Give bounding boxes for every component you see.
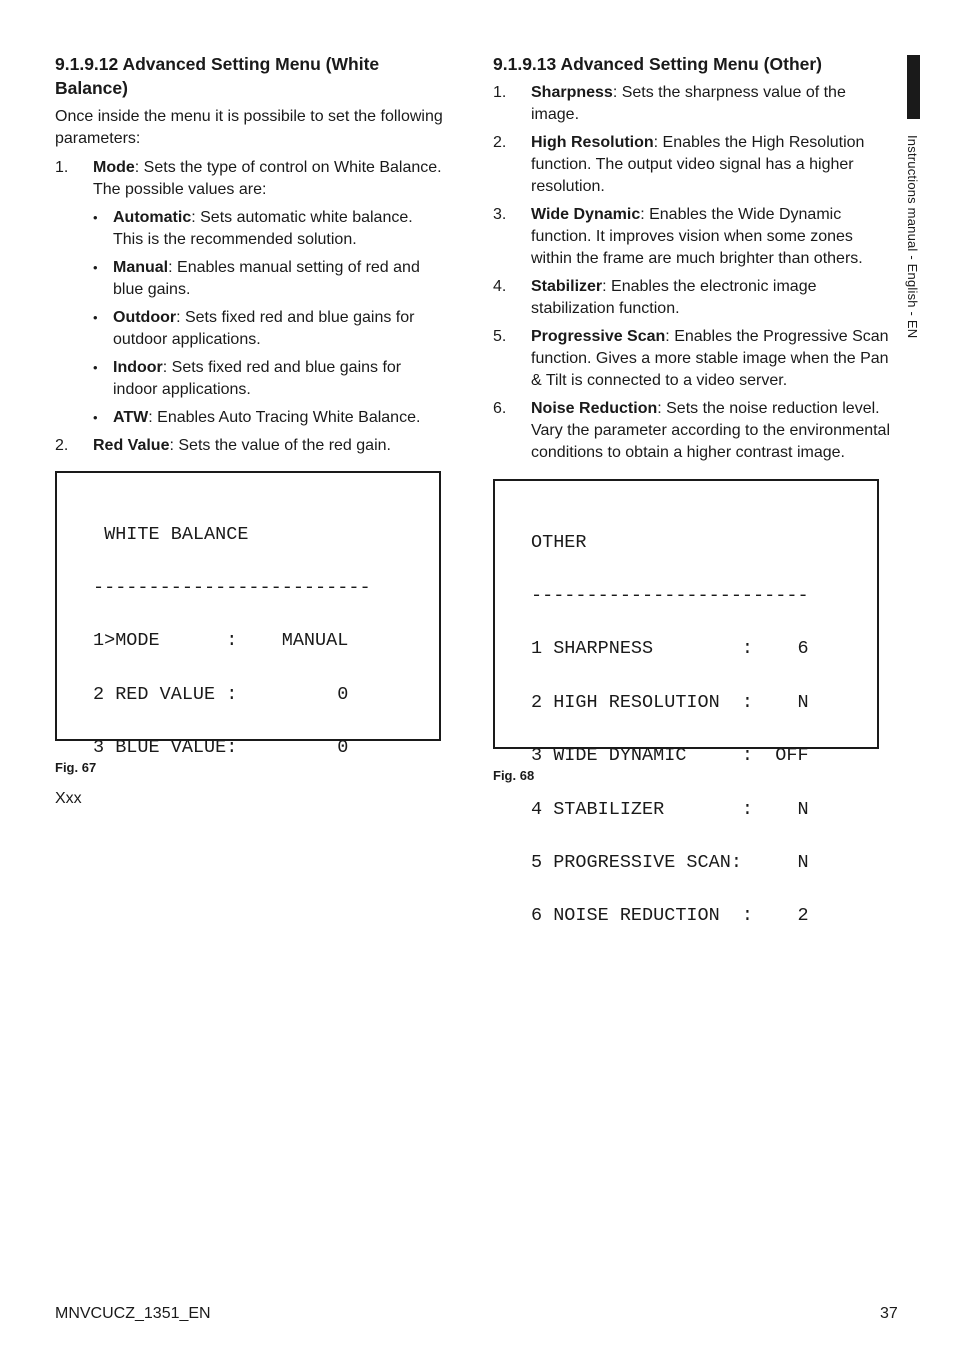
item-text: : Enables the electronic image stabilization function. [531, 278, 817, 317]
osd-line: 3 WIDE DYNAMIC : OFF [531, 745, 809, 767]
list-item [55, 157, 447, 429]
bullet-item [93, 307, 447, 351]
left-column [55, 52, 447, 809]
item-text: : Sets the sharpness value of the image. [531, 84, 846, 123]
item-term: Sharpness [531, 84, 613, 101]
bullet-text: : Sets fixed red and blue gains for indoor applications. [113, 359, 402, 398]
item-term: Wide Dynamic [531, 206, 641, 223]
side-running-title: Instructions manual - English - EN [905, 135, 920, 339]
section-heading-other: 9.1.9.13 Advanced Setting Menu (Other) [493, 54, 823, 74]
white-balance-parameter-list [55, 157, 447, 457]
footer-doc-code: MNVCUCZ_1351_EN [55, 1305, 211, 1322]
right-column [493, 52, 898, 927]
item-term: Stabilizer [531, 278, 603, 295]
osd-line: 3 BLUE VALUE: 0 [93, 737, 349, 759]
item-text: : Sets the type of control on White Balance. The possible values are: [93, 159, 442, 198]
item-term: High Resolution [531, 134, 654, 151]
item-text: : Enables the Progressive Scan function. Gives a more stable image when the Pan & Tilt is connected to a video server. [531, 328, 889, 389]
bullet-term: Automatic [113, 209, 192, 226]
osd-line: 4 STABILIZER : N [531, 798, 809, 820]
side-tab-marker [907, 55, 920, 119]
bullet-term: Outdoor [113, 309, 177, 326]
osd-line: 6 NOISE REDUCTION : 2 [531, 905, 809, 927]
bullet-item [93, 357, 447, 401]
item-term: Noise Reduction [531, 400, 658, 417]
list-item [493, 326, 898, 392]
placeholder-text: Xxx [55, 790, 82, 807]
footer-page-number: 37 [880, 1305, 898, 1322]
bullet-text: : Enables Auto Tracing White Balance. [148, 409, 421, 426]
bullet-item [93, 407, 447, 429]
figure-caption: Fig. 67 [55, 760, 97, 775]
bullet-icon: • [93, 210, 98, 225]
list-item [493, 398, 898, 464]
osd-line: WHITE BALANCE [93, 523, 249, 545]
osd-line: 1 SHARPNESS : 6 [531, 638, 809, 660]
osd-line: 5 PROGRESSIVE SCAN: N [531, 851, 809, 873]
item-term: Progressive Scan [531, 328, 666, 345]
item-number: 6. [493, 400, 507, 417]
other-parameter-list [493, 82, 898, 464]
osd-white-balance-menu [55, 471, 441, 759]
item-term: Mode [93, 159, 135, 176]
osd-line: ------------------------- [531, 584, 809, 606]
list-item [493, 204, 898, 270]
item-number: 2. [55, 437, 69, 454]
item-number: 3. [493, 206, 507, 223]
bullet-text: : Sets fixed red and blue gains for outdoor applications. [113, 309, 415, 348]
item-text: : Enables the High Resolution function. The output video signal has a higher resolution. [531, 134, 865, 195]
osd-line: OTHER [531, 531, 587, 553]
bullet-text: : Enables manual setting of red and blue gains. [113, 259, 420, 298]
intro-paragraph: Once inside the menu it is possibile to set the following parameters: [55, 108, 443, 147]
bullet-icon: • [93, 360, 98, 375]
list-item [493, 276, 898, 320]
bullet-term: Manual [113, 259, 169, 276]
bullet-icon: • [93, 260, 98, 275]
bullet-icon: • [93, 410, 98, 425]
bullet-term: Indoor [113, 359, 163, 376]
item-term: Red Value [93, 437, 170, 454]
section-heading-white-balance: 9.1.9.12 Advanced Setting Menu (White Balance) [55, 54, 380, 98]
osd-line: 2 HIGH RESOLUTION : N [531, 691, 809, 713]
osd-line: 1>MODE : MANUAL [93, 630, 349, 652]
bullet-term: ATW [113, 409, 149, 426]
list-item [493, 132, 898, 198]
item-number: 2. [493, 134, 507, 151]
list-item [55, 435, 447, 457]
osd-line: 2 RED VALUE : 0 [93, 683, 349, 705]
list-item [493, 82, 898, 126]
bullet-item [93, 257, 447, 301]
mode-values-list [93, 207, 447, 429]
item-text: : Sets the noise reduction level. Vary the parameter according to the environmental conditions to obtain a higher contrast image. [531, 400, 891, 461]
bullet-text: : Sets automatic white balance. This is the recommended solution. [113, 209, 413, 248]
item-number: 5. [493, 328, 507, 345]
figure-caption: Fig. 68 [493, 768, 535, 783]
item-number: 1. [493, 84, 507, 101]
osd-line: ------------------------- [93, 576, 371, 598]
item-text: : Enables the Wide Dynamic function. It improves vision when some zones within the frame are much brighter than others. [531, 206, 863, 267]
item-number: 4. [493, 278, 507, 295]
bullet-icon: • [93, 310, 98, 325]
item-number: 1. [55, 159, 69, 176]
item-text: : Sets the value of the red gain. [169, 437, 391, 454]
bullet-item [93, 207, 447, 251]
